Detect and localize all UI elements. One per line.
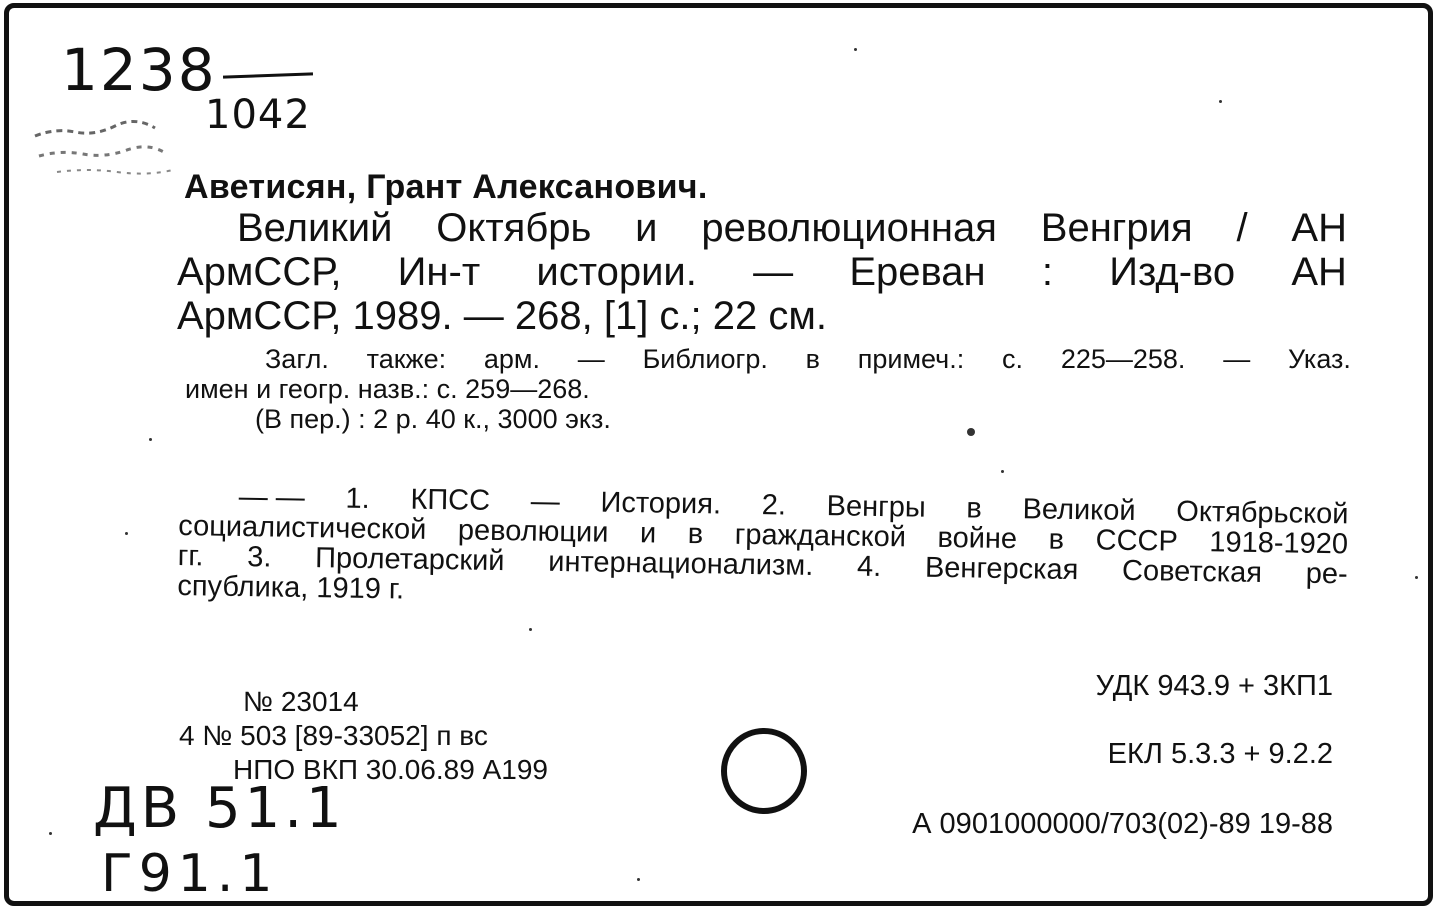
subject-line: гг. 3. Пролетарский интернационализм. 4. Венгерская Советская ре-: [177, 539, 1348, 591]
scan-speck: [149, 438, 152, 441]
publisher-line: НПО ВКП 30.06.89 А199: [233, 754, 548, 785]
scan-speck: [125, 532, 128, 535]
author-heading: Аветисян, Грант Алексанович.: [184, 168, 708, 206]
handwritten-shelf-mark-2: Г91.1: [101, 844, 279, 904]
scan-speck: [1415, 576, 1418, 579]
udk-classification: УДК 943.9 + 3КП1: [1095, 670, 1333, 702]
notes-line: имен и геогр. назв.: с. 259—268.: [185, 374, 590, 404]
scan-speck: [967, 428, 975, 436]
order-number: 4 № 503 [89-33052] п вс: [179, 720, 488, 751]
handwritten-call-number-top: 1238: [61, 36, 217, 104]
card-number-block: [179, 685, 548, 787]
notes-section: [185, 344, 1351, 434]
title-statement: [177, 206, 1347, 338]
catalog-code: А 0901000000/703(02)-89 19-88: [912, 808, 1333, 840]
scan-speck: [637, 878, 640, 881]
faded-stamp: [27, 108, 197, 188]
scan-speck: [854, 48, 857, 51]
handwritten-shelf-mark-1: ДВ 51.1: [93, 776, 346, 841]
title-line: АрмССР, 1989. — 268, [1] с.; 22 см.: [177, 294, 827, 338]
circle-mark: [721, 728, 807, 814]
ekl-classification: ЕКЛ 5.3.3 + 9.2.2: [1107, 738, 1333, 770]
handwritten-underline: [223, 72, 313, 78]
scan-speck: [1219, 100, 1222, 103]
subject-line: социалистической революции и в гражданской войне в СССР 1918-1920: [178, 509, 1349, 561]
scan-speck: [1001, 470, 1004, 473]
scan-speck: [529, 628, 532, 631]
price-line: (В пер.) : 2 р. 40 к., 3000 экз.: [255, 404, 611, 434]
scan-speck: [49, 832, 52, 835]
handwritten-call-number-bottom: 1042: [205, 92, 311, 138]
catalog-card: [4, 3, 1433, 906]
card-number: № 23014: [243, 686, 359, 717]
title-line: АрмССР, Ин-т истории. — Ереван : Изд-во АН: [177, 250, 1347, 294]
subject-line: — — 1. КПСС — История. 2. Венгры в Великой Октябрьской: [238, 480, 1349, 531]
subject-line: спублика, 1919 г.: [177, 569, 405, 606]
notes-line: Загл. также: арм. — Библиогр. в примеч.: с. 225—258. — Указ.: [265, 344, 1351, 374]
title-line: Великий Октябрь и революционная Венгрия / АН: [237, 206, 1347, 250]
subject-headings: [177, 481, 1349, 619]
